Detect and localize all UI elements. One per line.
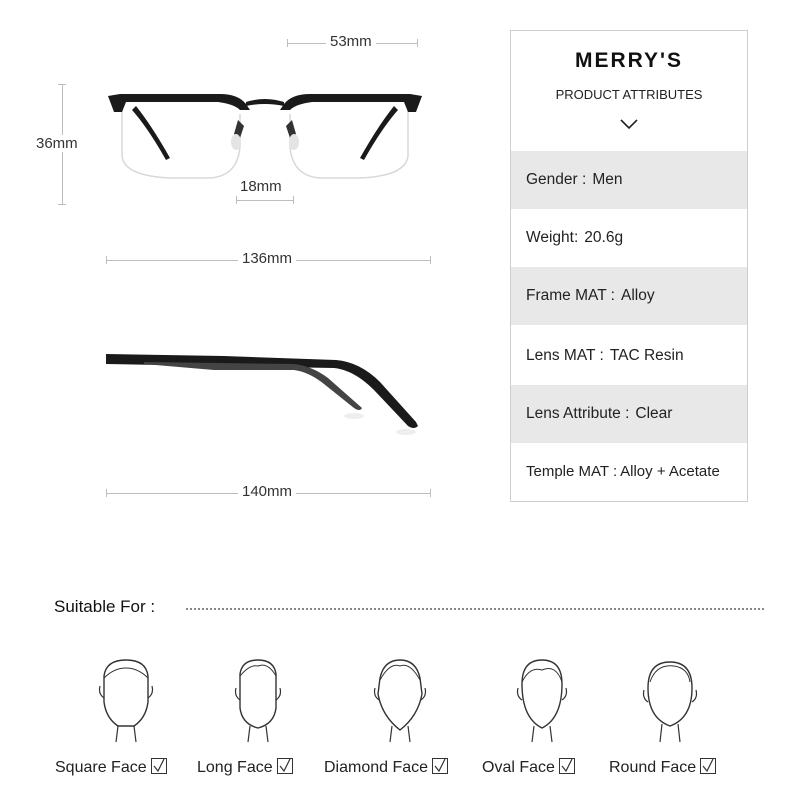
checkbox-checked-icon (700, 758, 716, 774)
frame-width-label: 136mm (238, 250, 296, 267)
checkbox-checked-icon (432, 758, 448, 774)
glasses-side-view (104, 346, 424, 442)
bridge-line (236, 200, 293, 201)
dotted-divider (186, 608, 764, 610)
face-label-square: Square Face (55, 758, 167, 777)
product-attributes-panel (510, 30, 748, 502)
temple-length-label: 140mm (238, 483, 296, 500)
lens-height-label: 36mm (32, 135, 82, 152)
checkbox-checked-icon (151, 758, 167, 774)
attr-row-frame-mat: Frame MAT : Alloy (511, 267, 747, 325)
lens-width-label: 53mm (326, 33, 376, 50)
attr-row-temple-mat: Temple MAT : Alloy + Acetate (526, 463, 720, 480)
checkbox-checked-icon (559, 758, 575, 774)
attr-row-gender: Gender : Men (511, 151, 747, 209)
bridge-label: 18mm (236, 178, 286, 195)
glasses-front-view (100, 86, 430, 186)
oval-face-icon (512, 656, 572, 744)
face-label-long: Long Face (197, 758, 293, 777)
face-label-diamond: Diamond Face (324, 758, 448, 777)
face-label-oval: Oval Face (482, 758, 575, 777)
square-face-icon (96, 656, 156, 744)
round-face-icon (640, 656, 700, 744)
attr-row-lens-mat: Lens MAT : TAC Resin (526, 347, 684, 364)
diamond-face-icon (370, 656, 430, 744)
face-label-round: Round Face (609, 758, 716, 777)
suitable-for-title: Suitable For : (54, 597, 156, 616)
attr-row-lens-attribute: Lens Attribute : Clear (511, 385, 747, 443)
attr-row-weight: Weight: 20.6g (526, 229, 624, 246)
checkbox-checked-icon (277, 758, 293, 774)
chevron-down-icon (619, 117, 639, 135)
panel-subtitle: PRODUCT ATTRIBUTES (555, 87, 703, 102)
brand-logo: MERRY'S (574, 49, 684, 72)
long-face-icon (228, 656, 288, 744)
